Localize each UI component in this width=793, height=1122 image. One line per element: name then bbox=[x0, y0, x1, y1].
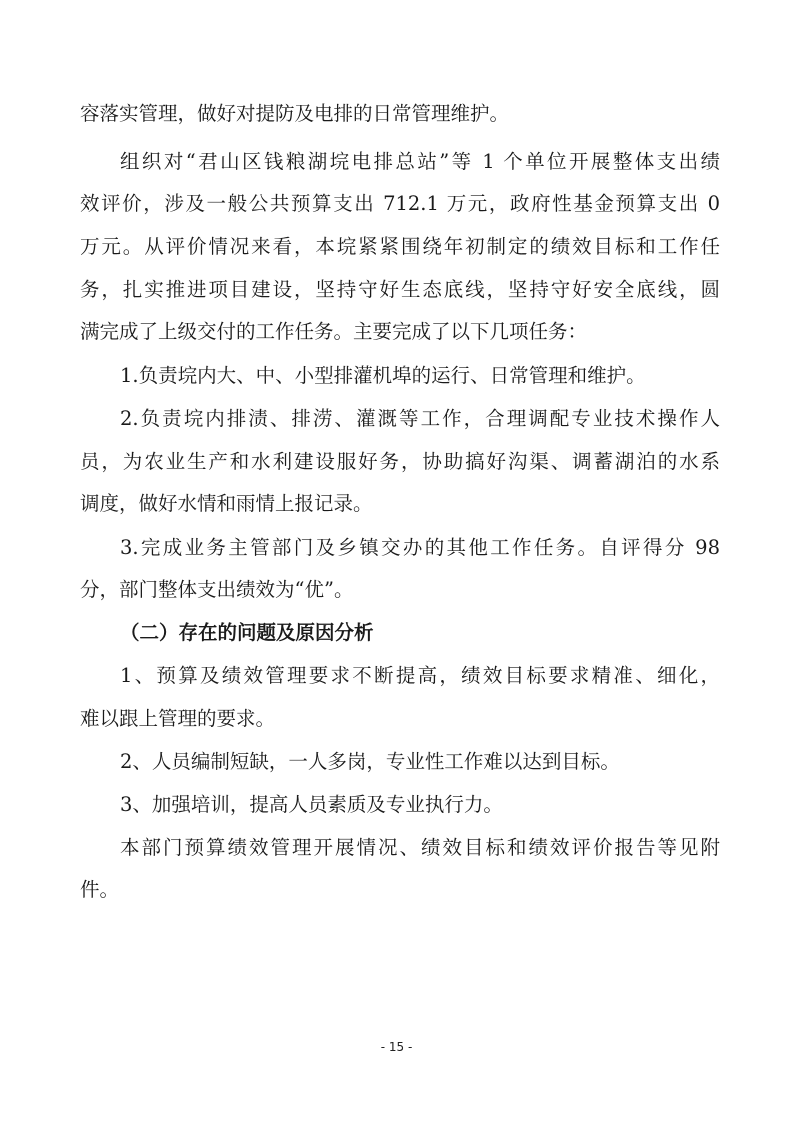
paragraph-line: 件。 bbox=[80, 878, 120, 901]
paragraph-line: 容落实管理，做好对提防及电排的日常管理维护。 bbox=[80, 102, 510, 125]
list-item: 3.完成业务主管部门及乡镇交办的其他工作任务。自评得分 98 bbox=[120, 536, 720, 559]
paragraph-line: 务，扎实推进项目建设，坚持守好生态底线，坚持守好安全底线，圆 bbox=[80, 278, 720, 301]
paragraph-line: 分，部门整体支出绩效为“优”。 bbox=[80, 578, 354, 601]
list-item: 1、预算及绩效管理要求不断提高，绩效目标要求精准、细化， bbox=[120, 664, 720, 687]
list-item: 3、加强培训，提高人员素质及专业执行力。 bbox=[120, 793, 503, 816]
paragraph-line: 万元。从评价情况来看，本垸紧紧围绕年初制定的绩效目标和工作任 bbox=[80, 235, 720, 258]
paragraph-line: 效评价，涉及一般公共预算支出 712.1 万元，政府性基金预算支出 0 bbox=[80, 192, 720, 215]
paragraph-line: 难以跟上管理的要求。 bbox=[80, 707, 276, 730]
paragraph-line: 组织对“君山区钱粮湖垸电排总站”等 1 个单位开展整体支出绩 bbox=[120, 150, 720, 173]
paragraph-line: 满完成了上级交付的工作任务。主要完成了以下几项任务： bbox=[80, 320, 588, 343]
list-item: 1.负责垸内大、中、小型排灌机埠的运行、日常管理和维护。 bbox=[120, 364, 646, 387]
paragraph-line: 本部门预算绩效管理开展情况、绩效目标和绩效评价报告等见附 bbox=[120, 836, 720, 859]
list-item: 2、人员编制短缺，一人多岗，专业性工作难以达到目标。 bbox=[120, 750, 620, 773]
section-heading: （二）存在的问题及原因分析 bbox=[120, 621, 374, 644]
paragraph-line: 员，为农业生产和水利建设服好务，协助搞好沟渠、调蓄湖泊的水系 bbox=[80, 450, 720, 473]
paragraph-line: 调度，做好水情和雨情上报记录。 bbox=[80, 492, 373, 515]
list-item: 2.负责垸内排渍、排涝、灌溉等工作，合理调配专业技术操作人 bbox=[120, 407, 720, 430]
page-number: - 15 - bbox=[380, 1040, 413, 1054]
